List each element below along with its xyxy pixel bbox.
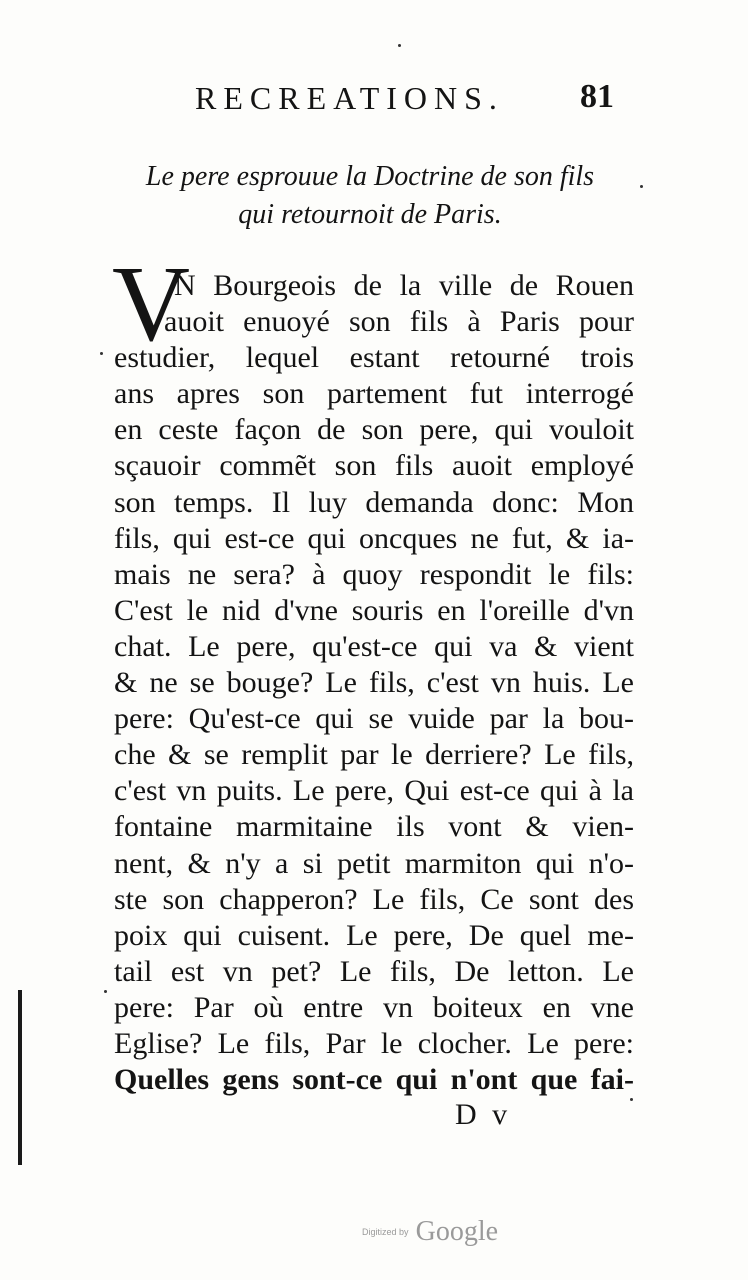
text-line: ans apres son partement fut interrogé [114, 377, 634, 411]
signature-mark: D v [455, 1098, 512, 1131]
chapter-title-line-2: qui retournoit de Paris. [238, 199, 502, 230]
text-line: chat. Le pere, qu'est-ce qui va & vient [114, 629, 634, 663]
text-line: nent, & n'y a si petit marmiton qui n'o- [114, 846, 634, 880]
text-line: N Bourgeois de la ville de Rouen [174, 269, 634, 302]
text-line: en ceste façon de son pere, qui vouloit [114, 413, 634, 447]
text-line: c'est vn puits. Le pere, Qui est-ce qui à la [114, 774, 634, 808]
google-logo: Google [415, 1216, 499, 1247]
chapter-title [100, 158, 640, 234]
speck [630, 1098, 633, 1101]
text-line: & ne se bouge? Le fils, c'est vn huis. Le [114, 666, 634, 700]
speck [398, 44, 401, 47]
watermark-prefix: Digitized by [362, 1227, 409, 1237]
chapter-title-line-1: Le pere esprouue la Doctrine de son fils [145, 161, 595, 192]
text-line: pere: Par où entre vn boiteux en vne [114, 990, 634, 1024]
text-line: pere: Qu'est-ce qui se vuide par la bou- [114, 702, 634, 736]
text-line: C'est le nid d'vne souris en l'oreille d'vn [114, 593, 634, 627]
text-line: son temps. Il luy demanda donc: Mon [114, 485, 634, 519]
speck [100, 352, 103, 355]
text-line: fils, qui est-ce qui oncques ne fut, & ia- [114, 521, 634, 555]
text-line: ste son chapperon? Le fils, Ce sont des [114, 882, 634, 916]
text-line: auoit enuoyé son fils à Paris pour [164, 305, 634, 339]
text-line: fontaine marmitaine ils vont & vien- [114, 810, 634, 844]
speck [104, 990, 107, 993]
text-line: estudier, lequel estant retourné trois [114, 341, 634, 375]
page-number: 81 [580, 78, 614, 115]
body-text [114, 268, 634, 1098]
text-line: mais ne sera? à quoy respondit le fils: [114, 557, 634, 591]
text-line: Quelles gens sont-ce qui n'ont que fai- [114, 1063, 634, 1097]
text-line: sçauoir commẽt son fils auoit employé [114, 449, 634, 483]
digitization-watermark [362, 1216, 498, 1248]
text-line: Eglise? Le fils, Par le clocher. Le pere: [114, 1026, 634, 1060]
text-line: che & se remplit par le derriere? Le fils, [114, 738, 634, 772]
speck [640, 185, 643, 188]
text-line: tail est vn pet? Le fils, De letton. Le [114, 954, 634, 988]
running-head: RECREATIONS. [195, 80, 504, 116]
binding-shadow [18, 990, 22, 1165]
drop-cap-letter: V [112, 245, 190, 364]
text-line: poix qui cuisent. Le pere, De quel me- [114, 918, 634, 952]
